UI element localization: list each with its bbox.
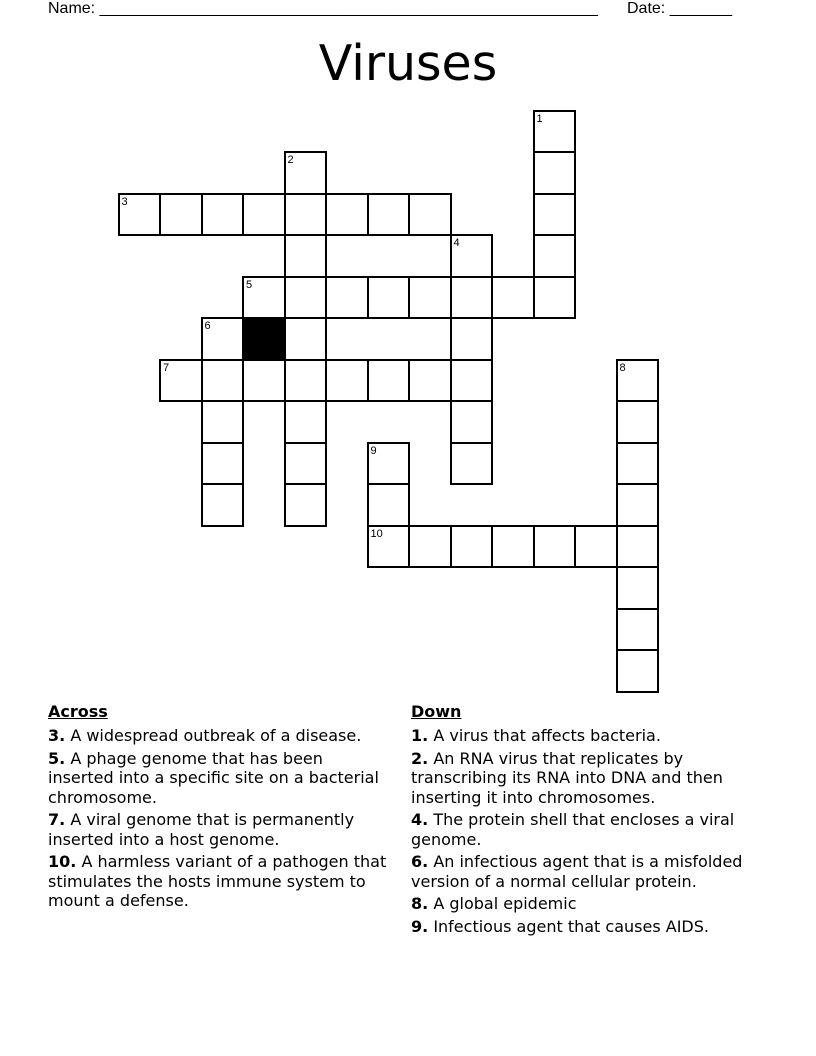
clue-item-number: 5.: [48, 748, 66, 768]
grid-cell[interactable]: [201, 442, 245, 486]
clue-item: [411, 852, 761, 891]
clue-item: [411, 894, 761, 914]
clue-number: 9: [370, 444, 377, 457]
grid-cell[interactable]: [201, 193, 245, 237]
clue-number: 10: [370, 527, 383, 540]
clue-item-number: 6.: [411, 852, 429, 871]
clue-number: 8: [619, 361, 626, 374]
grid-cell[interactable]: [201, 359, 245, 403]
grid-cell[interactable]: [450, 359, 494, 403]
grid-cell[interactable]: [367, 442, 411, 486]
clue-item: [48, 852, 388, 911]
clue-item-text: A global epidemic: [433, 894, 577, 913]
grid-cell[interactable]: [284, 400, 328, 444]
clue-item-text: A virus that affects bacteria.: [433, 726, 661, 745]
clue-item-text: A harmless variant of a pathogen that stimulates the hosts immune system to mount a defense.: [48, 852, 387, 910]
grid-cell[interactable]: [408, 525, 452, 569]
clue-number: 1: [536, 112, 543, 125]
grid-cell[interactable]: [242, 359, 286, 403]
date-field[interactable]: Date: _______: [627, 0, 732, 17]
grid-cell[interactable]: [616, 483, 660, 527]
clue-item-number: 7.: [48, 810, 66, 829]
grid-cell[interactable]: [325, 193, 369, 237]
grid-cell[interactable]: [491, 276, 535, 320]
clue-number: 2: [287, 154, 294, 166]
grid-cell[interactable]: [325, 359, 369, 403]
clue-item: [48, 810, 388, 849]
grid-cell[interactable]: [616, 359, 660, 403]
grid-cell[interactable]: [201, 400, 245, 444]
clue-item-text: Infectious agent that causes AIDS.: [433, 916, 709, 936]
clue-item-text: A phage genome that has been inserted into a specific site on a bacterial chromosome.: [48, 748, 379, 807]
grid-cell[interactable]: [159, 193, 203, 237]
clue-number: 3: [121, 195, 128, 208]
grid-cell[interactable]: [533, 193, 577, 237]
grid-cell[interactable]: [284, 442, 328, 486]
clue-number: 7: [163, 361, 170, 374]
clue-item-number: 9.: [411, 916, 429, 936]
grid-cell[interactable]: [616, 525, 660, 569]
grid-cell[interactable]: [242, 276, 286, 320]
grid-cell[interactable]: [533, 525, 577, 569]
clue-item-text: An infectious agent that is a misfolded version of a normal cellular protein.: [411, 852, 743, 891]
clue-item: [411, 917, 761, 937]
clue-item-number: 3.: [48, 726, 66, 745]
clue-item-number: 2.: [411, 748, 429, 768]
grid-cell[interactable]: [118, 193, 162, 237]
clue-item-number: 1.: [411, 726, 429, 745]
grid-cell[interactable]: [159, 359, 203, 403]
grid-cell[interactable]: [533, 151, 577, 195]
grid-cell[interactable]: [616, 400, 660, 444]
grid-cell[interactable]: [450, 442, 494, 486]
grid-cell[interactable]: [284, 234, 328, 278]
grid-cell[interactable]: [450, 234, 494, 278]
clue-item-text: A viral genome that is permanently inserted into a host genome.: [48, 810, 355, 849]
clue-item-text: An RNA virus that replicates by transcribing its RNA into DNA and then inserting it into chromosomes.: [411, 748, 723, 807]
grid-cell[interactable]: [408, 276, 452, 320]
clue-item: [48, 726, 388, 746]
grid-cell[interactable]: [284, 151, 328, 195]
clue-item-number: 8.: [411, 894, 429, 913]
clue-item: [411, 749, 761, 808]
grid-cell[interactable]: [450, 400, 494, 444]
name-field[interactable]: Name: ________________________________________________________: [48, 0, 598, 17]
grid-cell[interactable]: [284, 483, 328, 527]
grid-cell[interactable]: [284, 317, 328, 361]
clue-item-number: 4.: [411, 810, 429, 829]
grid-cell[interactable]: [284, 276, 328, 320]
grid-cell[interactable]: [367, 359, 411, 403]
grid-cell[interactable]: [408, 359, 452, 403]
grid-cell[interactable]: [284, 359, 328, 403]
grid-cell[interactable]: [616, 608, 660, 652]
grid-cell[interactable]: [574, 525, 618, 569]
grid-cell[interactable]: [491, 525, 535, 569]
across-heading: Across: [48, 702, 108, 721]
grid-cell[interactable]: [533, 276, 577, 320]
clue-item: [411, 726, 761, 746]
grid-cell[interactable]: [367, 276, 411, 320]
grid-cell[interactable]: [284, 193, 328, 237]
grid-cell[interactable]: [616, 649, 660, 693]
grid-cell[interactable]: [450, 276, 494, 320]
grid-cell[interactable]: [201, 317, 245, 361]
grid-cell[interactable]: [450, 525, 494, 569]
page-title: Viruses: [318, 35, 498, 92]
grid-cell[interactable]: [367, 483, 411, 527]
clue-number: 4: [453, 237, 460, 249]
clue-item: [411, 810, 761, 849]
clue-number: 5: [246, 278, 253, 291]
grid-cell[interactable]: [616, 566, 660, 610]
grid-cell[interactable]: [533, 110, 577, 154]
grid-cell[interactable]: [201, 483, 245, 527]
clues-down: [411, 702, 761, 939]
grid-cell[interactable]: [242, 193, 286, 237]
clue-number: 6: [204, 320, 211, 332]
grid-cell[interactable]: [367, 193, 411, 237]
grid-cell[interactable]: [616, 442, 660, 486]
grid-cell[interactable]: [450, 317, 494, 361]
down-heading: Down: [411, 702, 462, 721]
grid-cell[interactable]: [533, 234, 577, 278]
grid-cell[interactable]: [367, 525, 411, 569]
clues-across: [48, 702, 388, 914]
clue-item-text: The protein shell that encloses a viral genome.: [411, 810, 735, 849]
grid-cell[interactable]: [408, 193, 452, 237]
clue-item-number: 10.: [48, 852, 77, 871]
clue-item-text: A widespread outbreak of a disease.: [70, 726, 362, 745]
grid-cell[interactable]: [325, 276, 369, 320]
black-cell: [242, 317, 286, 361]
clue-item: [48, 749, 388, 808]
